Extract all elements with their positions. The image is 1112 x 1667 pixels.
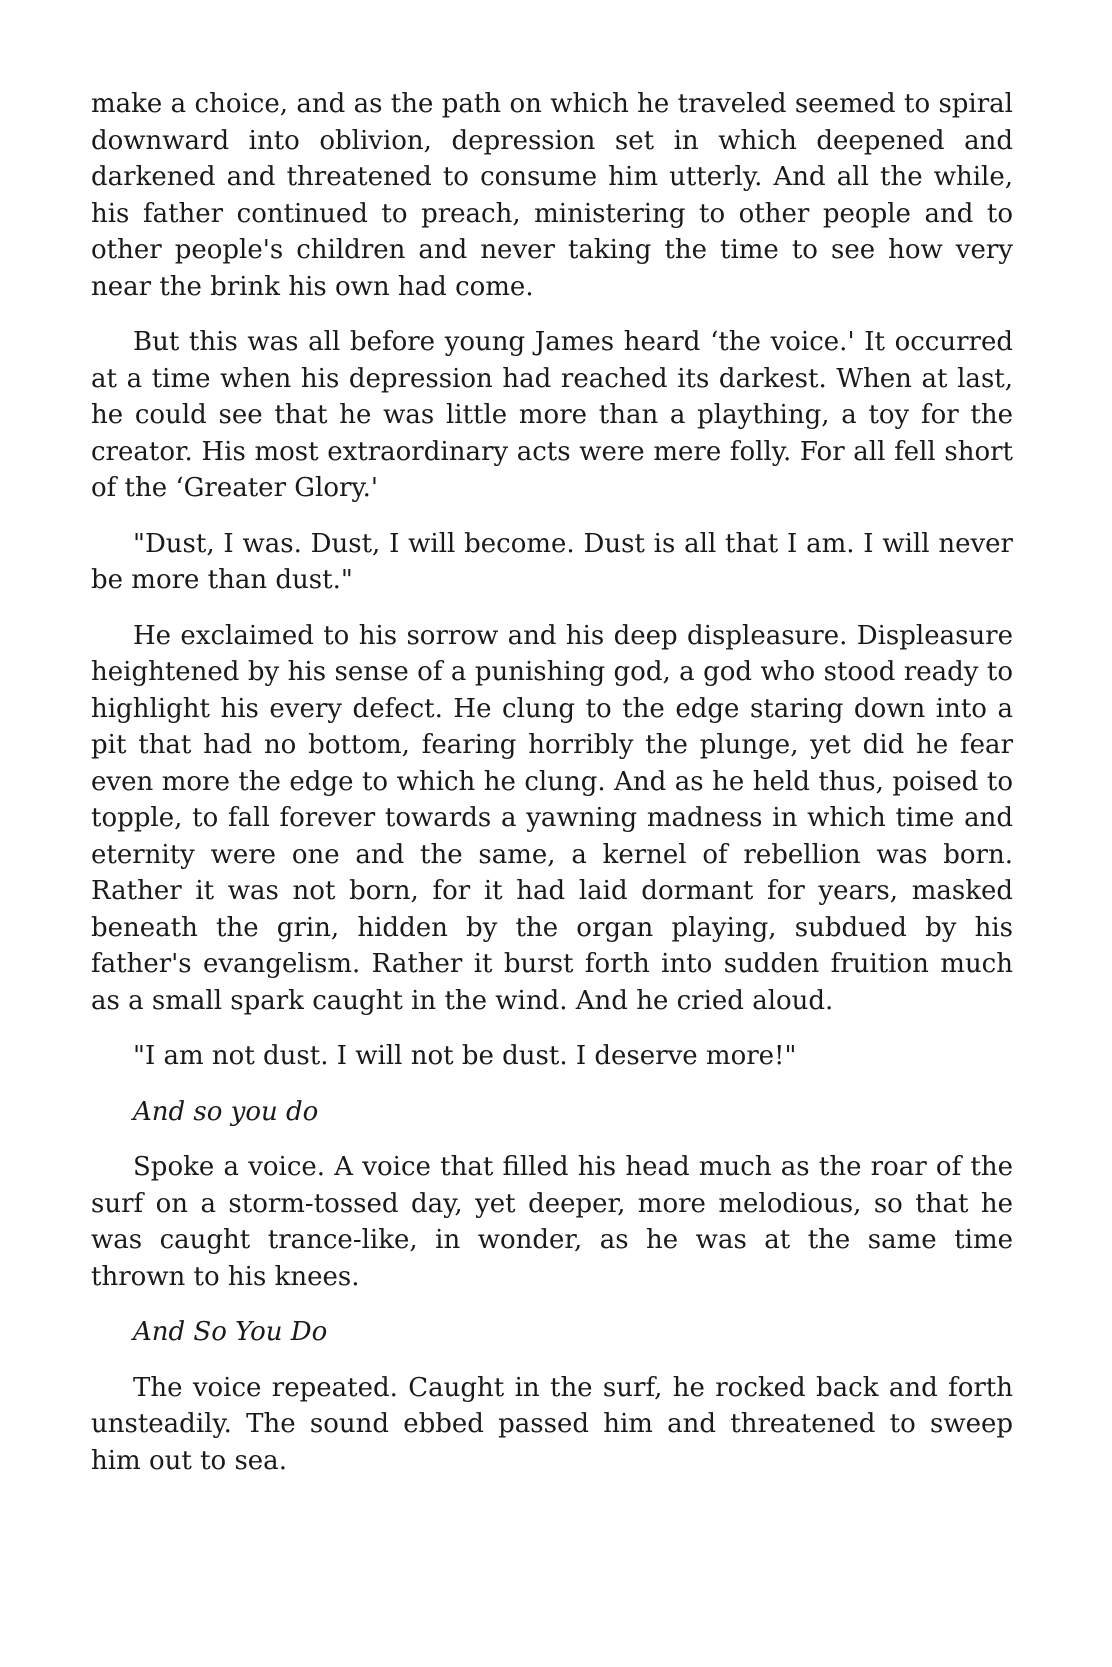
quote-dust: "Dust, I was. Dust, I will become. Dust is all that I am. I will never be more than dust." <box>91 528 1013 595</box>
voice-line-2: And So You Do <box>133 1317 328 1347</box>
paragraph-spoke-a-voice: Spoke a voice. A voice that filled his head much as the roar of the surf on a storm-tossed day, yet deeper, more melodious, so that he was caught trance-like, in wonder, as he was at the same time thrown to his knees. <box>91 1152 1013 1292</box>
paragraph-rebellion: He exclaimed to his sorrow and his deep displeasure. Displeasure heightened by his sense of a punishing god, a god who stood ready to highlight his every defect. He clung to the edge staring down into a pit that had no bottom, fearing horribly the plunge, yet did he fear even more the edge to which he clung. And as he held thus, poised to topple, to fall forever towards a yawning madness in which time and eternity were one and the same, a kernel of rebellion was born. Rather it was not born, for it had laid dormant for years, masked beneath the grin, hidden by the organ playing, subdued by his father's evangelism. Rather it burst forth into sudden fruition much as a small spark caught in the wind. And he cried aloud. <box>91 620 1013 1016</box>
book-page <box>91 86 1013 1498</box>
paragraph-the-voice: But this was all before young James heard ‘the voice.' It occurred at a time when his depression had reached its darkest. When at last, he could see that he was little more than a plaything, a toy for the creator. His most extraordinary acts were mere folly. For all fell short of the ‘Greater Glory.' <box>91 327 1013 503</box>
quote-not-dust: "I am not dust. I will not be dust. I deserve more!" <box>133 1041 797 1071</box>
voice-line-1: And so you do <box>133 1096 319 1127</box>
paragraph-voice-repeated: The voice repeated. Caught in the surf, he rocked back and forth unsteadily. The sound ebbed passed him and threatened to sweep him out to sea. <box>91 1372 1013 1476</box>
paragraph-continuation: make a choice, and as the path on which he traveled seemed to spiral downward into oblivion, depression set in which deepened and darkened and threatened to consume him utterly. And all the while, his father continued to preach, ministering to other people and to other people's children and never taking the time to see how very near the brink his own had come. <box>91 89 1013 302</box>
